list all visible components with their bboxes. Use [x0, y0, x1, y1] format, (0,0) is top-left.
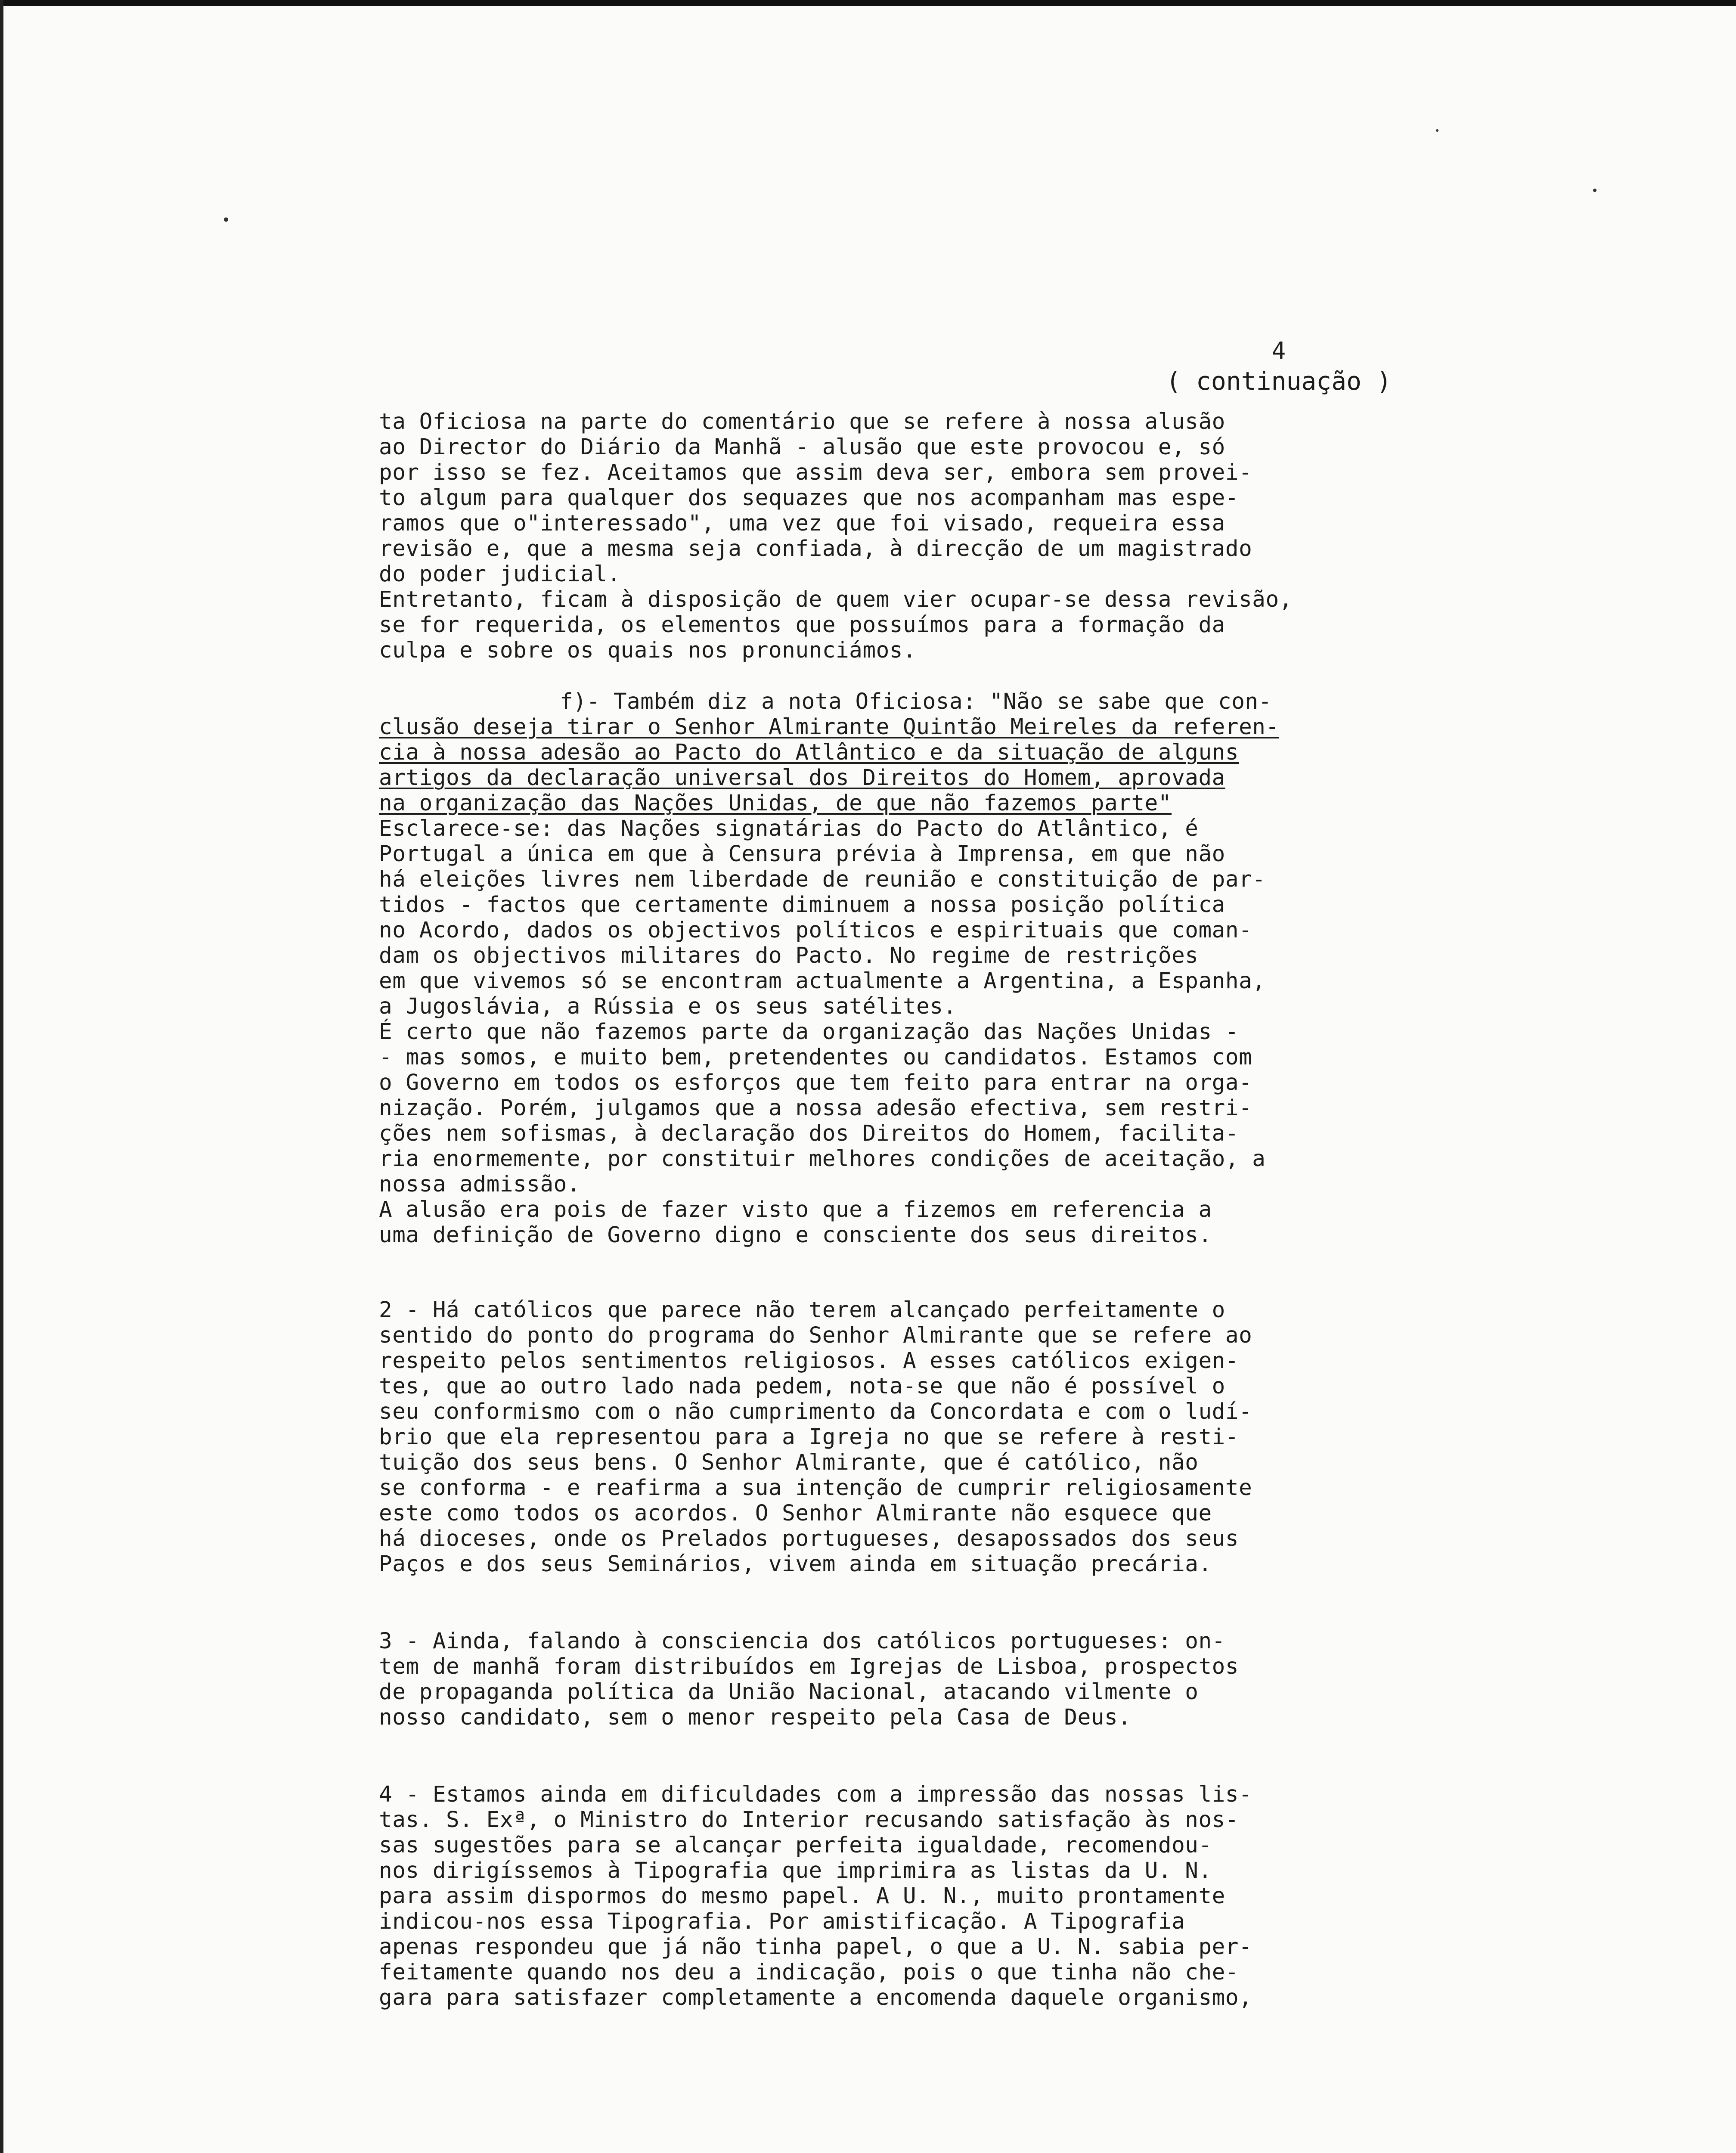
text-line: nização. Porém, julgamos que a nossa adesão efectiva, sem restri-	[379, 1095, 1252, 1121]
text-line: revisão e, que a mesma seja confiada, à direcção de um magistrado	[379, 536, 1252, 562]
page-left-border	[0, 0, 3, 2153]
text-line: uma definição de Governo digno e consciente dos seus direitos.	[379, 1222, 1212, 1248]
document-body	[379, 409, 1481, 2010]
underlined-quote-line: artigos da declaração universal dos Direitos do Homem, aprovada	[379, 765, 1225, 791]
text-line: Esclarece-se: das Nações signatárias do Pacto do Atlântico, é	[379, 816, 1199, 841]
paragraph-intro	[379, 409, 1481, 663]
underlined-quote-line: clusão deseja tirar o Senhor Almirante Quintão Meireles da referen-	[379, 714, 1279, 740]
text-line: em que vivemos só se encontram actualmente a Argentina, a Espanha,	[379, 968, 1266, 994]
text-line: do poder judicial.	[379, 562, 621, 587]
text-line: 2 - Há católicos que parece não terem alcançado perfeitamente o	[379, 1297, 1225, 1323]
text-line: sas sugestões para se alcançar perfeita igualdade, recomendou-	[379, 1833, 1212, 1858]
text-line: 3 - Ainda, falando à consciencia dos católicos portugueses: on-	[379, 1629, 1225, 1654]
text-line: ções nem sofismas, à declaração dos Direitos do Homem, facilita-	[379, 1121, 1239, 1146]
text-line: brio que ela representou para a Igreja no que se refere à resti-	[379, 1424, 1239, 1450]
text-line: a Jugoslávia, a Rússia e os seus satélites.	[379, 994, 957, 1019]
ink-speck	[1436, 129, 1438, 132]
text-line: ramos que o"interessado", uma vez que foi visado, requeira essa	[379, 511, 1225, 536]
text-line: tidos - factos que certamente diminuem a nossa posição política	[379, 892, 1225, 918]
paragraph-item-3	[379, 1629, 1481, 1730]
text-line: dam os objectivos militares do Pacto. No regime de restrições	[379, 943, 1199, 968]
text-line: 4 - Estamos ainda em dificuldades com a impressão das nossas lis-	[379, 1782, 1252, 1807]
text-line: ria enormemente, por constituir melhores condições de aceitação, a	[379, 1146, 1266, 1172]
text-line: É certo que não fazemos parte da organização das Nações Unidas -	[379, 1019, 1239, 1045]
text-line: se conforma - e reafirma a sua intenção de cumprir religiosamente	[379, 1475, 1252, 1501]
text-line: apenas respondeu que já não tinha papel, o que a U. N. sabia per-	[379, 1934, 1252, 1960]
text-line: por isso se fez. Aceitamos que assim deva ser, embora sem provei-	[379, 460, 1252, 485]
text-line: de propaganda política da União Nacional, atacando vilmente o	[379, 1679, 1199, 1705]
text-line: f)- Também diz a nota Oficiosa: "Não se sabe que con-	[560, 689, 1272, 714]
text-line: culpa e sobre os quais nos pronunciámos.	[379, 638, 917, 663]
text-line: nos dirigíssemos à Tipografia que imprimira as listas da U. N.	[379, 1858, 1212, 1883]
text-line: gara para satisfazer completamente a encomenda daquele organismo,	[379, 1985, 1252, 2010]
text-line: to algum para qualquer dos sequazes que nos acompanham mas espe-	[379, 485, 1239, 511]
text-line: se for requerida, os elementos que possuímos para a formação da	[379, 612, 1225, 638]
underlined-quote-line: na organização das Nações Unidas, de que não fazemos parte"	[379, 791, 1172, 816]
text-line: no Acordo, dados os objectivos políticos e espirituais que coman-	[379, 918, 1252, 943]
text-line: o Governo em todos os esforços que tem feito para entrar na orga-	[379, 1070, 1252, 1095]
text-line: tem de manhã foram distribuídos em Igrejas de Lisboa, prospectos	[379, 1654, 1239, 1679]
text-line: tas. S. Exª, o Ministro do Interior recusando satisfação às nos-	[379, 1807, 1239, 1833]
text-line: nossa admissão.	[379, 1172, 581, 1197]
page-header	[1128, 336, 1429, 396]
text-line: respeito pelos sentimentos religiosos. A esses católicos exigen-	[379, 1348, 1239, 1374]
text-line: para assim dispormos do mesmo papel. A U. N., muito prontamente	[379, 1883, 1225, 1909]
text-line: seu conformismo com o não cumprimento da Concordata e com o ludí-	[379, 1399, 1252, 1424]
paragraph-f	[379, 689, 1481, 1248]
ink-speck	[224, 217, 228, 222]
page-number: 4	[1271, 337, 1286, 364]
text-line: feitamente quando nos deu a indicação, pois o que tinha não che-	[379, 1960, 1239, 1985]
text-line: Portugal a única em que à Censura prévia à Imprensa, em que não	[379, 841, 1225, 867]
underlined-quote-line: cia à nossa adesão ao Pacto do Atlântico e da situação de alguns	[379, 740, 1239, 765]
paragraph-item-4	[379, 1782, 1481, 2010]
text-line: ta Oficiosa na parte do comentário que se refere à nossa alusão	[379, 409, 1225, 434]
text-line: Paços e dos seus Seminários, vivem ainda em situação precária.	[379, 1551, 1212, 1577]
continuation-label: ( continuação )	[1166, 366, 1392, 396]
page-top-border	[0, 0, 1736, 6]
text-line: este como todos os acordos. O Senhor Almirante não esquece que	[379, 1501, 1212, 1526]
text-line: há dioceses, onde os Prelados portugueses, desapossados dos seus	[379, 1526, 1239, 1551]
text-line: Entretanto, ficam à disposição de quem vier ocupar-se dessa revisão,	[379, 587, 1293, 612]
text-line: indicou-nos essa Tipografia. Por amistificação. A Tipografia	[379, 1909, 1185, 1934]
text-line: - mas somos, e muito bem, pretendentes ou candidatos. Estamos com	[379, 1045, 1252, 1070]
paragraph-item-2	[379, 1297, 1481, 1577]
text-line: sentido do ponto do programa do Senhor Almirante que se refere ao	[379, 1323, 1252, 1348]
text-line: ao Director do Diário da Manhã - alusão que este provocou e, só	[379, 434, 1225, 460]
text-line: tuição dos seus bens. O Senhor Almirante, que é católico, não	[379, 1450, 1199, 1475]
ink-speck	[1593, 189, 1596, 192]
text-line: há eleições livres nem liberdade de reunião e constituição de par-	[379, 867, 1266, 892]
text-line: nosso candidato, sem o menor respeito pela Casa de Deus.	[379, 1705, 1132, 1730]
text-line: A alusão era pois de fazer visto que a fizemos em referencia a	[379, 1197, 1212, 1222]
text-line: tes, que ao outro lado nada pedem, nota-se que não é possível o	[379, 1374, 1225, 1399]
